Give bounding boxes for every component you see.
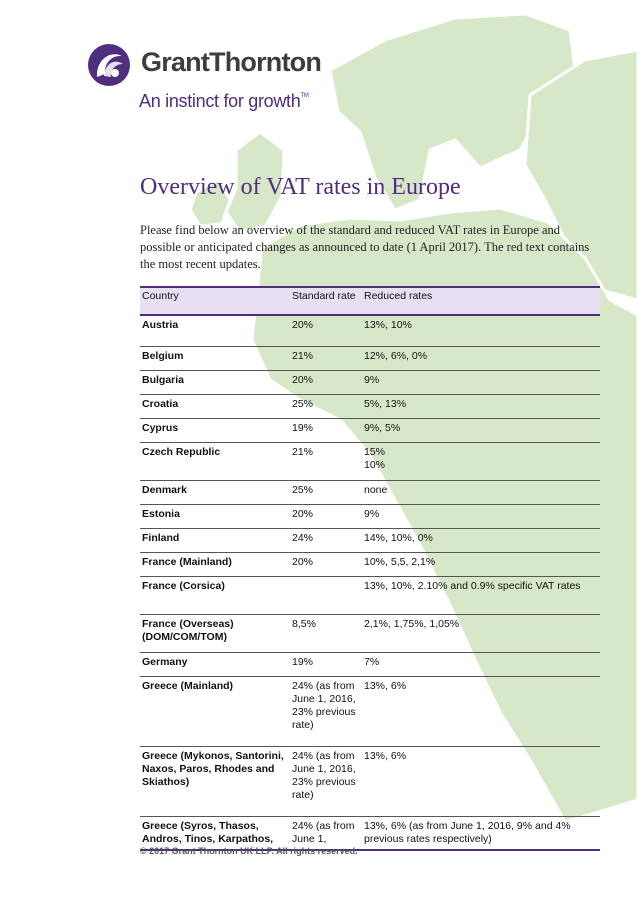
table-row — [140, 746, 600, 816]
reduced-rates-cell: none — [364, 480, 600, 504]
country-cell: Austria — [140, 315, 292, 346]
country-cell: France (Overseas) (DOM/COM/TOM) — [140, 614, 292, 652]
header-country: Country — [140, 287, 292, 315]
brand-name: GrantThornton — [141, 47, 322, 77]
standard-rate-cell — [292, 576, 364, 614]
reduced-rates-cell: 9% — [364, 370, 600, 394]
table-row — [140, 346, 600, 370]
country-cell: Greece (Mykonos, Santorini, Naxos, Paros, Rhodes and Skiathos) — [140, 746, 292, 816]
table-row — [140, 418, 600, 442]
brand-tagline — [139, 91, 309, 112]
grant-thornton-logo — [86, 42, 326, 122]
reduced-rates-cell: 9%, 5% — [364, 418, 600, 442]
standard-rate-cell: 25% — [292, 480, 364, 504]
page-title: Overview of VAT rates in Europe — [140, 174, 461, 200]
table-row — [140, 614, 600, 652]
logo-swirl-icon — [86, 42, 132, 88]
standard-rate-cell: 24% (as from June 1, 2016, 23% previous rate) — [292, 676, 364, 746]
reduced-rates-cell: 10%, 5,5, 2,1% — [364, 552, 600, 576]
standard-rate-cell: 20% — [292, 315, 364, 346]
header-standard-rate: Standard rate — [292, 287, 364, 315]
standard-rate-cell: 20% — [292, 552, 364, 576]
reduced-rates-cell: 13%, 6% — [364, 676, 600, 746]
header-reduced-rates: Reduced rates — [364, 287, 600, 315]
table-row — [140, 442, 600, 480]
reduced-rates-cell: 13%, 10%, 2.10% and 0.9% specific VAT rates — [364, 576, 600, 614]
reduced-rates-cell: 2,1%, 1,75%, 1,05% — [364, 614, 600, 652]
standard-rate-cell: 25% — [292, 394, 364, 418]
table-row — [140, 652, 600, 676]
table-row — [140, 315, 600, 346]
standard-rate-cell: 20% — [292, 370, 364, 394]
country-cell: Bulgaria — [140, 370, 292, 394]
reduced-rates-cell: 5%, 13% — [364, 394, 600, 418]
country-cell: Cyprus — [140, 418, 292, 442]
vat-rates-table — [140, 286, 600, 851]
table-row — [140, 370, 600, 394]
country-cell: France (Mainland) — [140, 552, 292, 576]
table-row — [140, 576, 600, 614]
country-cell: Czech Republic — [140, 442, 292, 480]
standard-rate-cell: 20% — [292, 504, 364, 528]
country-cell: Finland — [140, 528, 292, 552]
standard-rate-cell: 21% — [292, 346, 364, 370]
table-row — [140, 528, 600, 552]
brand-tagline-text: An instinct for growth — [139, 91, 301, 111]
intro-paragraph: Please find below an overview of the standard and reduced VAT rates in Europe and possible or anticipated changes as announced to date (1 April 2017). The red text contains the most recent updates. — [140, 223, 590, 271]
table-row — [140, 816, 600, 850]
country-cell: Greece (Mainland) — [140, 676, 292, 746]
standard-rate-cell: 21% — [292, 442, 364, 480]
country-cell: Belgium — [140, 346, 292, 370]
standard-rate-cell: 19% — [292, 418, 364, 442]
reduced-rates-cell: 14%, 10%, 0% — [364, 528, 600, 552]
table-row — [140, 480, 600, 504]
table-row — [140, 504, 600, 528]
table-row — [140, 552, 600, 576]
standard-rate-cell: 19% — [292, 652, 364, 676]
reduced-rates-cell: 13%, 6% — [364, 746, 600, 816]
country-cell: Croatia — [140, 394, 292, 418]
table-row — [140, 676, 600, 746]
country-cell: Germany — [140, 652, 292, 676]
standard-rate-cell: 24% (as from June 1, — [292, 816, 364, 850]
reduced-rates-cell: 15% 10% — [364, 442, 600, 480]
country-cell: Estonia — [140, 504, 292, 528]
reduced-rates-cell: 9% — [364, 504, 600, 528]
reduced-rates-cell: 13%, 6% (as from June 1, 2016, 9% and 4% previous rates respectively) — [364, 816, 600, 850]
country-cell: Greece (Syros, Thasos, Andros, Tinos, Karpathos, — [140, 816, 292, 850]
standard-rate-cell: 8,5% — [292, 614, 364, 652]
table-header-row — [140, 287, 600, 315]
trademark-mark: TM — [300, 93, 309, 99]
country-cell: Denmark — [140, 480, 292, 504]
copyright-footer: © 2017 Grant Thornton UK LLP. All rights reserved. — [140, 846, 358, 856]
standard-rate-cell: 24% (as from June 1, 2016, 23% previous rate) — [292, 746, 364, 816]
table-row — [140, 394, 600, 418]
reduced-rates-cell: 13%, 10% — [364, 315, 600, 346]
reduced-rates-cell: 7% — [364, 652, 600, 676]
country-cell: France (Corsica) — [140, 576, 292, 614]
reduced-rates-cell: 12%, 6%, 0% — [364, 346, 600, 370]
standard-rate-cell: 24% — [292, 528, 364, 552]
